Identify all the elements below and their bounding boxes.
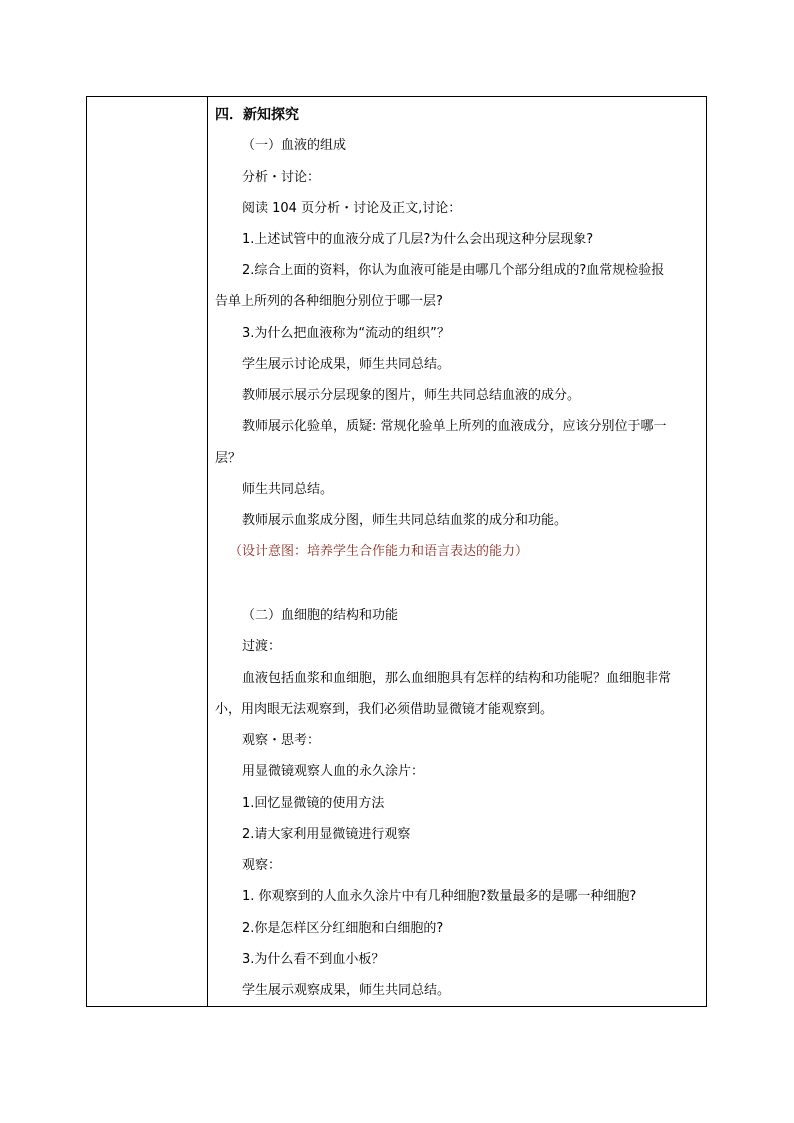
part2-title: （二）血细胞的结构和功能 [242, 608, 399, 623]
observe2-label: 观察： [242, 858, 282, 873]
question-1: 1.上述试管中的血液分成了几层?为什么会出现这种分层现象? [242, 232, 594, 247]
column-divider [207, 97, 208, 1006]
paragraph-3-line2: 层？ [215, 451, 242, 466]
summary: 学生展示观察成果，师生共同总结。 [242, 983, 451, 998]
section-heading: 四．新知探究 [215, 107, 299, 123]
transition-label: 过渡： [242, 639, 282, 654]
lesson-table [86, 96, 707, 1007]
step-1: 1.回忆显微镜的使用方法 [242, 796, 385, 811]
paragraph-2: 教师展示展示分层现象的图片，师生共同总结血液的成分。 [242, 388, 581, 403]
observe-question-2: 2.你是怎样区分红细胞和白细胞的? [242, 921, 444, 936]
observe-question-1: 1. 你观察到的人血永久涂片中有几种细胞?数量最多的是哪一种细胞? [242, 889, 637, 904]
design-note: （设计意图：培养学生合作能力和语言表达的能力） [229, 544, 529, 559]
step-2: 2.请大家利用显微镜进行观察 [242, 827, 411, 842]
question-2-line2: 告单上所列的各种细胞分别位于哪一层? [215, 294, 443, 309]
paragraph-5: 教师展示血浆成分图，师生共同总结血浆的成分和功能。 [242, 513, 568, 528]
transition-line1: 血液包括血浆和血细胞，那么血细胞具有怎样的结构和功能呢？血细胞非常 [242, 671, 672, 686]
question-3: 3.为什么把血液称为“流动的组织”？ [242, 326, 450, 341]
observe-label: 观察・思考： [242, 733, 321, 748]
part1-instruction: 阅读 104 页分析・讨论及正文,讨论： [242, 201, 462, 216]
paragraph-3-line1: 教师展示化验单，质疑: 常规化验单上所列的血液成分，应该分别位于哪一 [242, 419, 667, 434]
part1-title: （一）血液的组成 [242, 138, 347, 153]
paragraph-4: 师生共同总结。 [242, 482, 334, 497]
part1-intro-label: 分析・讨论： [242, 170, 321, 185]
transition-line2: 小，用肉眼无法观察到，我们必须借助显微镜才能观察到。 [215, 702, 554, 717]
paragraph-1: 学生展示讨论成果，师生共同总结。 [242, 357, 451, 372]
observe-instruction: 用显微镜观察人血的永久涂片： [242, 764, 425, 779]
observe-question-3: 3.为什么看不到血小板？ [242, 952, 385, 967]
question-2-line1: 2.综合上面的资料，你认为血液可能是由哪几个部分组成的?血常规检验报 [242, 263, 665, 278]
